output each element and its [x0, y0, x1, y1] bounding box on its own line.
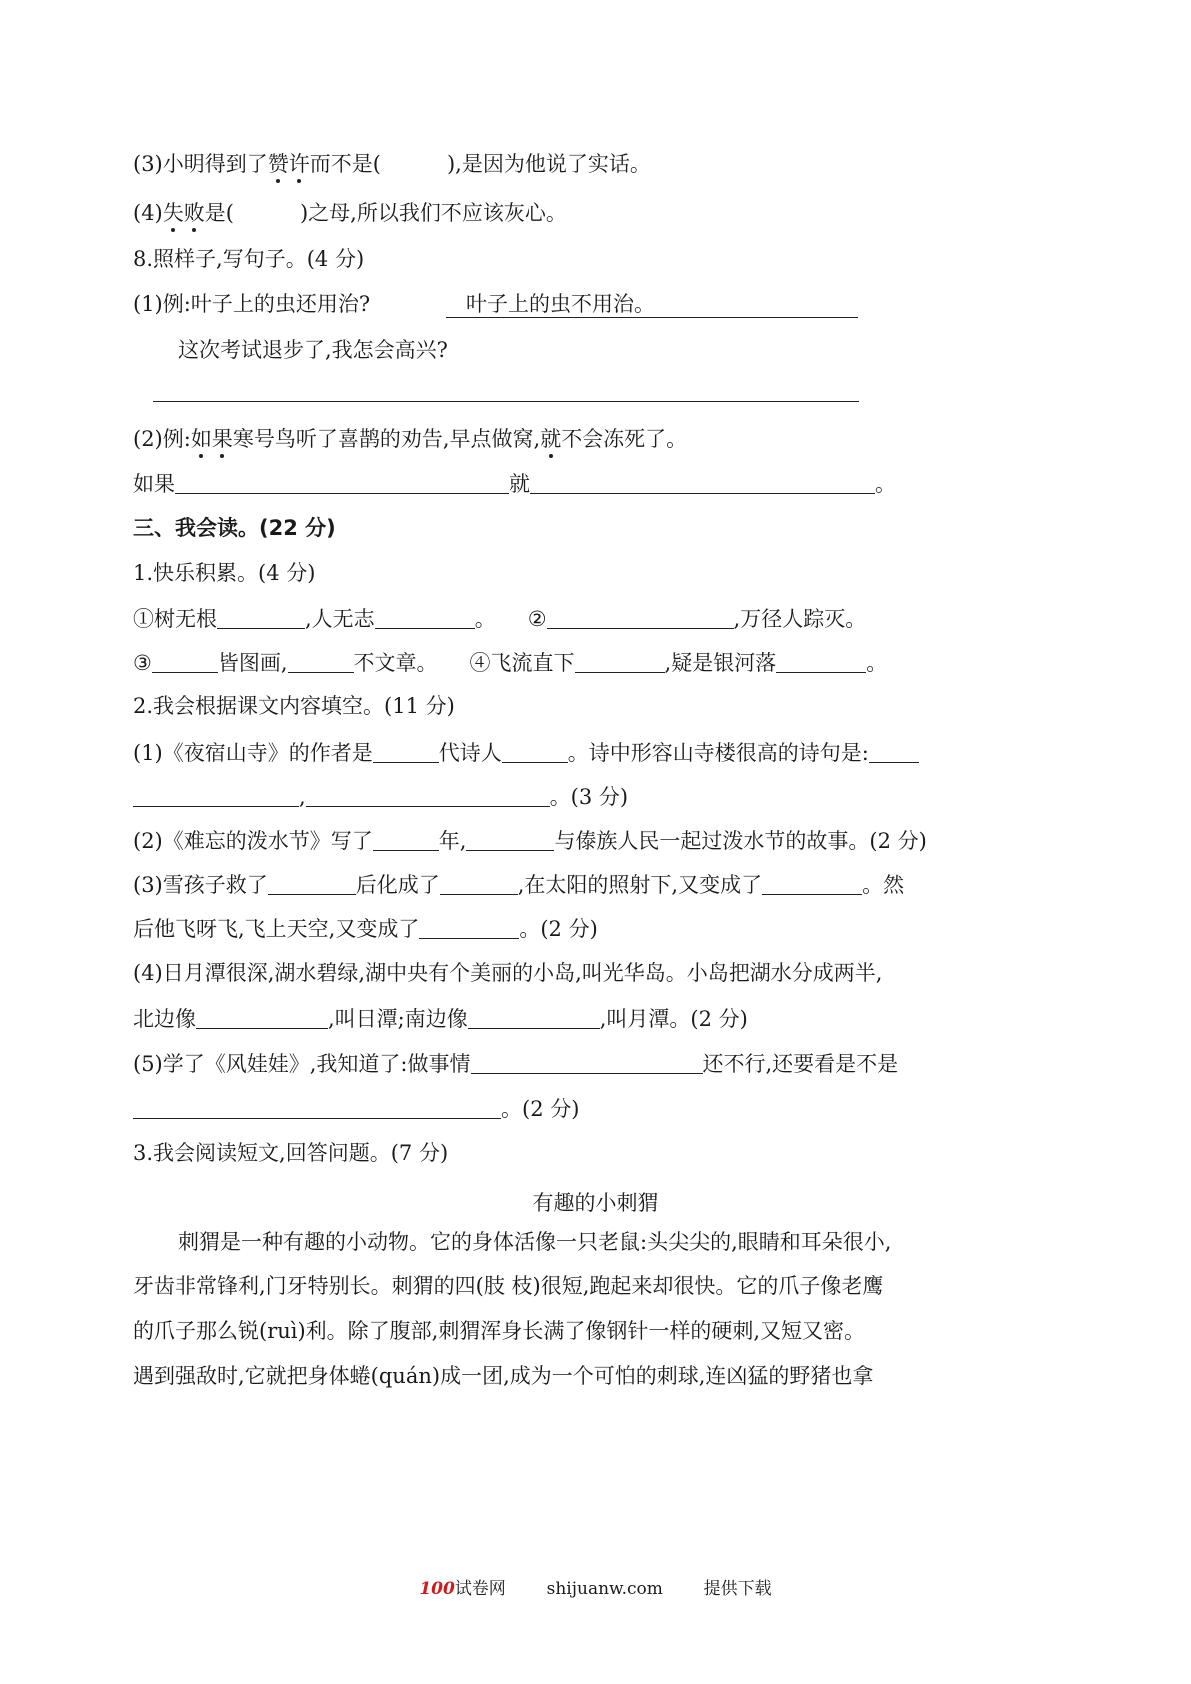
site-logo: 100: [419, 1579, 455, 1599]
blank[interactable]: [306, 786, 550, 807]
passage-title: 有趣的小刺猬: [532, 1191, 659, 1215]
q2-1-line: (1)《夜宿山寺》的作者是 代诗人 。诗中形容山寺楼很高的诗句是:: [133, 742, 919, 764]
q2-title: 2.我会根据课文内容填空。(11 分): [133, 694, 455, 718]
blank[interactable]: [217, 608, 305, 629]
dotted-word: 就: [540, 427, 562, 451]
site-url[interactable]: shijuanw.com: [546, 1579, 663, 1599]
passage-line: 的爪子那么锐(ruì)利。除了腹部,刺猬浑身长满了像钢针一样的硬刺,又短又密。: [133, 1319, 866, 1343]
q8-1-example: (1)例:叶子上的虫还用治?: [133, 292, 371, 316]
blank[interactable]: [175, 473, 509, 494]
q1-line1: ①树无根 ,人无志 。 ② ,万径人踪灭。: [133, 607, 867, 631]
q2-5b-line: 。(2 分): [133, 1098, 579, 1120]
q8-2-fill: 如果 就 。: [133, 472, 896, 496]
page-footer: [0, 1574, 1191, 1599]
blank[interactable]: [547, 608, 734, 629]
dotted-word: 赞许: [267, 152, 310, 176]
answer-line[interactable]: [153, 401, 859, 402]
blank[interactable]: [196, 1008, 328, 1029]
q7-3-line: (3)小明得到了赞许而不是( ),是因为他说了实话。: [133, 152, 651, 176]
blank[interactable]: [762, 874, 862, 895]
blank[interactable]: [288, 652, 354, 673]
q2-5-line: (5)学了《风娃娃》,我知道了:做事情 还不行,还要看是不是: [133, 1052, 899, 1076]
blank[interactable]: [373, 742, 439, 763]
q8-1-sentence: 这次考试退步了,我怎会高兴?: [178, 338, 448, 362]
blank[interactable]: [502, 742, 568, 763]
q7-4-line: (4)失败是( )之母,所以我们不应该灰心。: [133, 201, 567, 225]
q2-3b-line: 后他飞呀飞,飞上天空,又变成了 。(2 分): [133, 917, 598, 941]
blank[interactable]: [466, 830, 554, 851]
passage-line: 遇到强敌时,它就把身体蜷(quán)成一团,成为一个可怕的刺球,连凶猛的野猪也拿: [133, 1364, 874, 1388]
dotted-word: 失败: [162, 201, 205, 225]
q8-1-answer: 叶子上的虫不用治。: [446, 294, 858, 318]
blank[interactable]: [468, 1008, 600, 1029]
blank[interactable]: [373, 830, 439, 851]
blank[interactable]: [776, 652, 866, 673]
passage-line: 牙齿非常锋利,门牙特别长。刺猬的四(肢 枝)很短,跑起来却很快。它的爪子像老鹰: [133, 1274, 884, 1298]
passage-line: 刺猬是一种有趣的小动物。它的身体活像一只老鼠:头尖尖的,眼睛和耳朵很小,: [178, 1230, 892, 1254]
q8-2-example: (2)例:如果寒号鸟听了喜鹊的劝告,早点做窝,就不会冻死了。: [133, 427, 688, 451]
blank[interactable]: [419, 918, 519, 939]
blank[interactable]: [440, 874, 518, 895]
blank[interactable]: [575, 652, 665, 673]
q1-title: 1.快乐积累。(4 分): [133, 561, 316, 585]
blank[interactable]: [133, 786, 299, 807]
section-heading: 三、我会读。(22 分): [133, 516, 336, 540]
blank[interactable]: [152, 652, 218, 673]
dotted-word: 如果: [190, 427, 233, 451]
blank[interactable]: [471, 1053, 703, 1074]
q2-4-line: (4)日月潭很深,湖水碧绿,湖中央有个美丽的小岛,叫光华岛。小岛把湖水分成两半,: [133, 961, 883, 985]
q8-title: 8.照样子,写句子。(4 分): [133, 247, 365, 271]
q2-4b-line: 北边像 ,叫日潭;南边像 ,叫月潭。(2 分): [133, 1007, 748, 1031]
q1-line2: ③ 皆图画, 不文章。 ④飞流直下 ,疑是银河落 。: [133, 651, 888, 675]
q2-1b-line: , 。(3 分): [133, 786, 628, 808]
download-note: 提供下载: [703, 1579, 772, 1599]
blank[interactable]: [133, 1098, 501, 1119]
q2-2-line: (2)《难忘的泼水节》写了 年, 与傣族人民一起过泼水节的故事。(2 分): [133, 829, 927, 853]
site-name: 试卷网: [454, 1579, 506, 1599]
q3-title: 3.我会阅读短文,回答问题。(7 分): [133, 1141, 449, 1165]
blank[interactable]: [375, 608, 475, 629]
q2-3-line: (3)雪孩子救了 后化成了 ,在太阳的照射下,又变成了 。然: [133, 873, 905, 897]
blank[interactable]: [530, 473, 875, 494]
blank[interactable]: [268, 874, 356, 895]
blank[interactable]: [869, 742, 919, 763]
